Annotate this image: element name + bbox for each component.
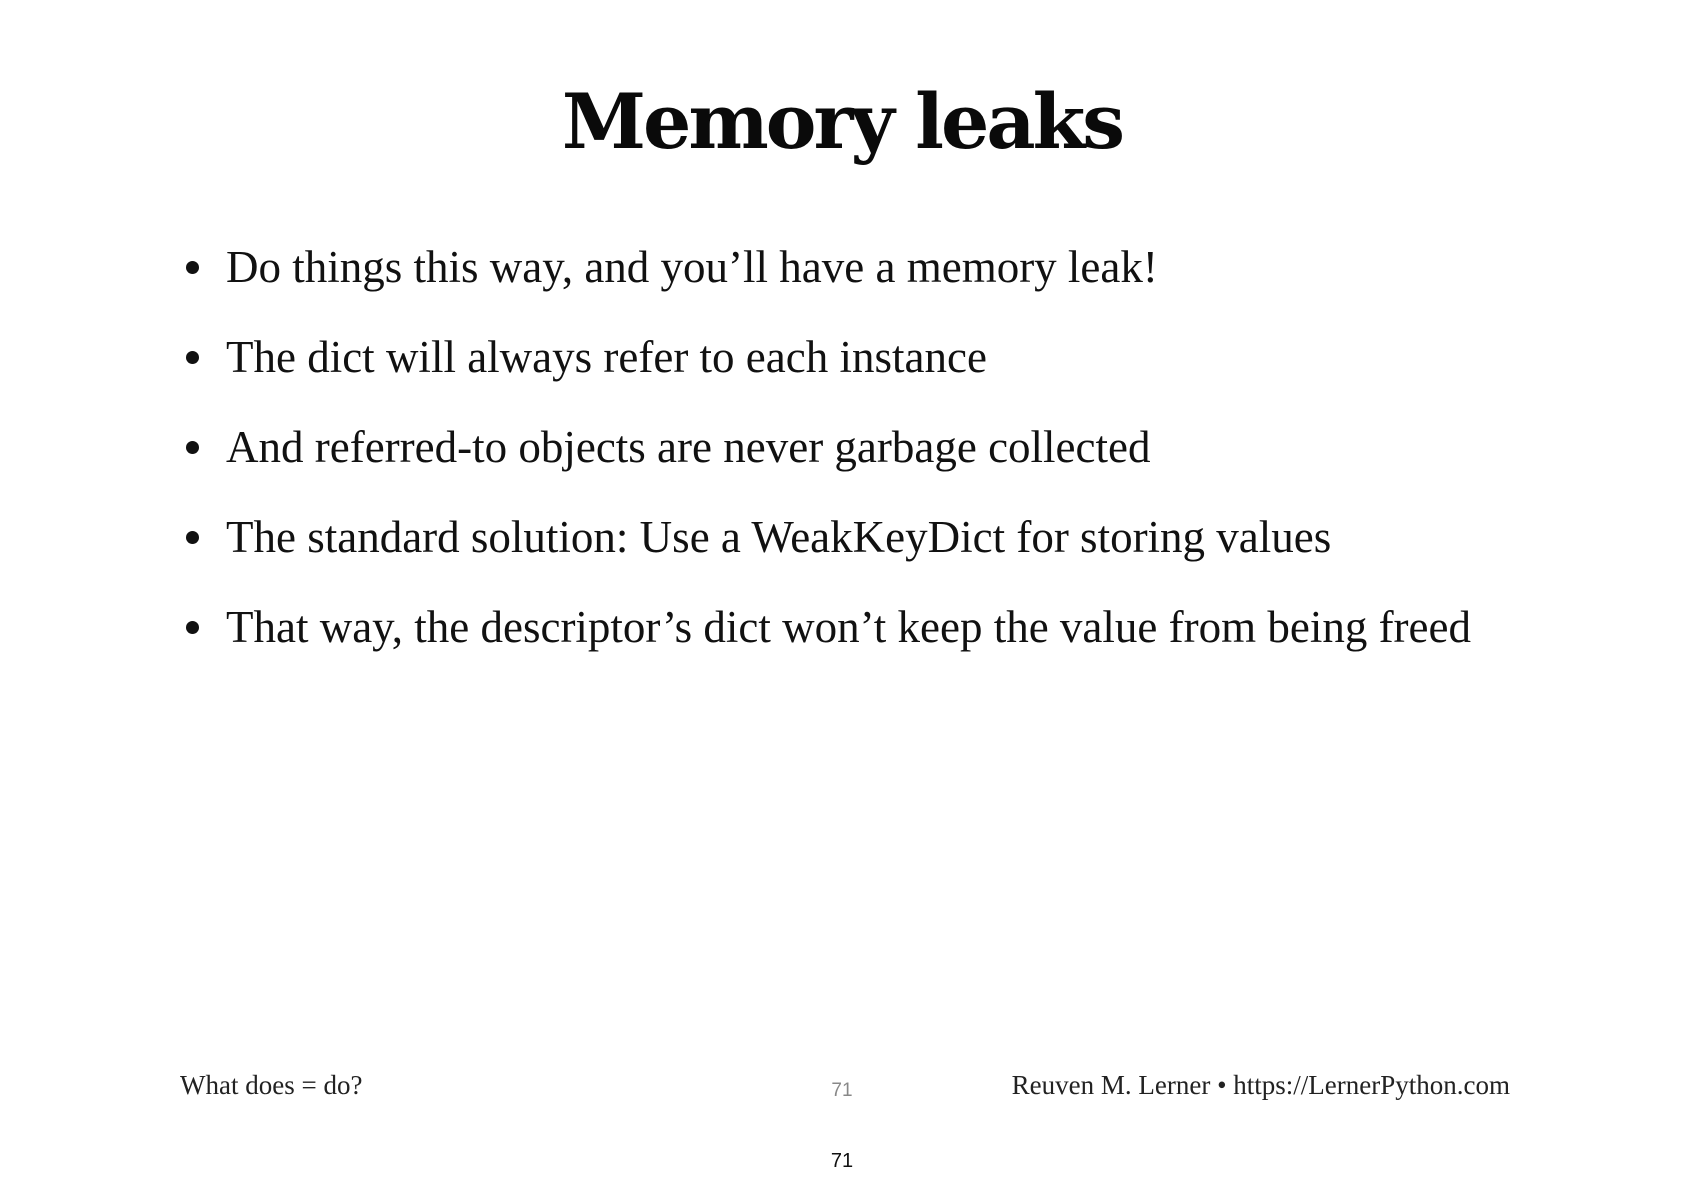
footer-slide-number: 71: [831, 1080, 853, 1101]
bullet-item: [180, 328, 1510, 386]
bullet-text: And referred-to objects are never garbage collected: [226, 422, 1151, 472]
bullet-text: That way, the descriptor’s dict won’t keep the value from being freed: [226, 602, 1471, 652]
bullet-item: [180, 598, 1510, 656]
bullet-dot-icon: [186, 621, 199, 634]
bullet-item: [180, 238, 1510, 296]
bullet-text: The standard solution: Use a WeakKeyDict for storing values: [226, 512, 1332, 562]
page-number: 71: [830, 1150, 854, 1172]
bullet-text: Do things this way, and you’ll have a memory leak!: [226, 242, 1158, 292]
bullet-dot-icon: [186, 441, 199, 454]
bullet-item: [180, 418, 1510, 476]
footer-author-credit: Reuven M. Lerner • https://LernerPython.com: [1011, 1070, 1510, 1100]
bullet-item: [180, 508, 1510, 566]
footer-talk-title: What does = do?: [180, 1070, 363, 1100]
bullet-list: [180, 238, 1510, 688]
bullet-dot-icon: [186, 351, 199, 364]
slide-title: Memory leaks: [561, 77, 1123, 166]
bullet-dot-icon: [186, 531, 199, 544]
bullet-dot-icon: [186, 261, 199, 274]
bullet-text: The dict will always refer to each instance: [226, 332, 987, 382]
